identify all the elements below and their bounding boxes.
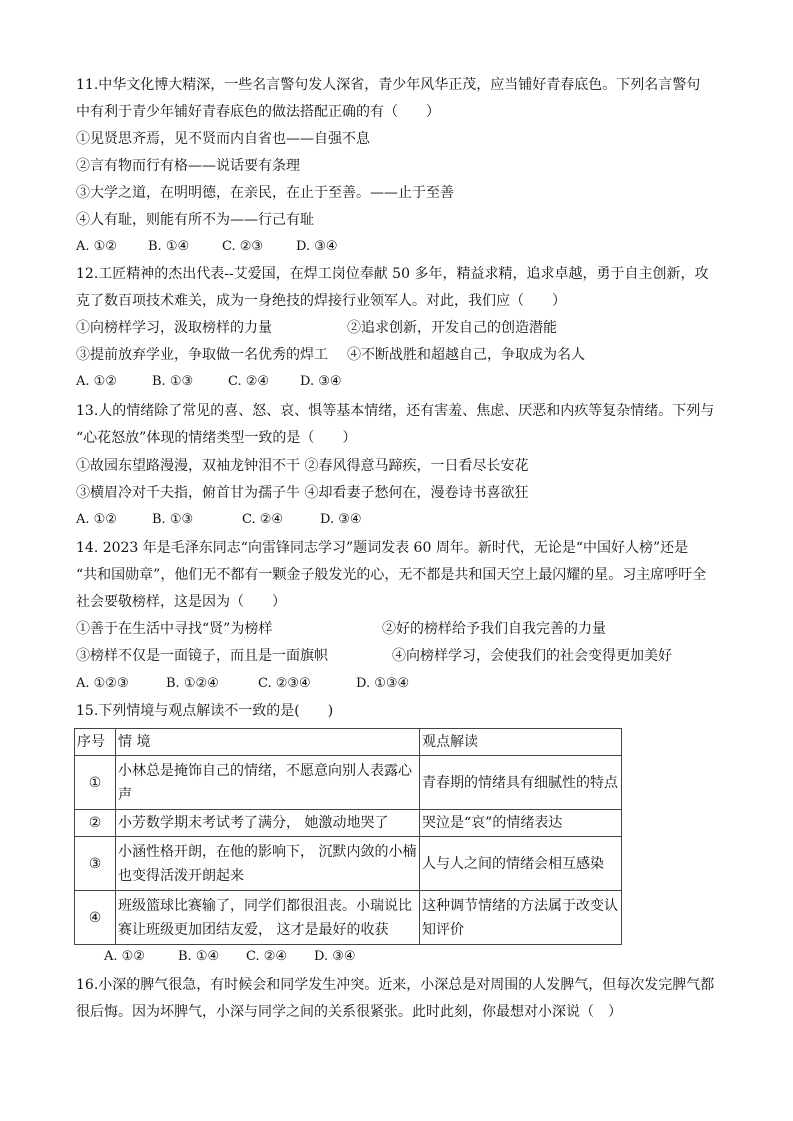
q13-item-3: ③横眉冷对千夫指，俯首甘为孺子牛: [76, 485, 300, 501]
q12-stem-line2: 克了数百项技术难关，成为一身绝技的焊接行业领军人。对此，我们应（ ）: [76, 293, 566, 309]
q14-option-b[interactable]: B. ①②④: [166, 676, 219, 691]
row-number: ①: [75, 756, 116, 810]
row-scene-line: 声: [118, 786, 132, 803]
q14-option-a[interactable]: A. ①②③: [76, 676, 129, 691]
header-view: 观点解读: [420, 729, 622, 756]
row-number: ③: [75, 837, 116, 891]
q13-items-row2: [76, 484, 528, 502]
q14-stem-line1: 14. 2023 年是毛泽东同志“向雷锋同志学习”题词发表 60 周年。新时代，无论是“中国好人榜”还是: [76, 540, 689, 556]
q13-option-c[interactable]: C. ②④: [242, 512, 284, 527]
row-scene-line: 赛让班级更加团结友爱， 这才是最好的收获: [118, 921, 389, 938]
q15-options: [104, 948, 356, 966]
q14-options: [76, 675, 409, 693]
q12-option-d[interactable]: D. ③④: [300, 374, 342, 389]
q14-stem-line3: 社会要敬榜样，这是因为（ ）: [76, 594, 286, 610]
q11-stem-line2: 中有利于青少年铺好青春底色的做法搭配正确的有（ ）: [76, 104, 440, 120]
row-scene: 小芳数学期末考试考了满分， 她激动地哭了: [116, 810, 420, 837]
q12-item-4: ④不断战胜和超越自己，争取成为名人: [347, 347, 585, 363]
q11-options: [76, 238, 338, 256]
table-row: [75, 837, 622, 891]
row-number: ②: [75, 810, 116, 837]
q12-option-c[interactable]: C. ②④: [228, 374, 270, 389]
q14-items-row1: [76, 620, 606, 638]
q12-item-1: ①向榜样学习，汲取榜样的力量: [76, 320, 272, 336]
q12-stem-line1: 12.工匠精神的杰出代表--艾爱国，在焊工岗位奉献 50 多年，精益求精，追求卓越，勇于自主创新，攻: [76, 266, 709, 282]
q11-option-a[interactable]: A. ①②: [76, 239, 117, 254]
table-row: [75, 756, 622, 810]
q12-items-row2: [76, 346, 585, 364]
q13-item-1: ①故园东望路漫漫，双袖龙钟泪不干: [76, 458, 300, 474]
q15-option-a[interactable]: A. ①②: [104, 949, 145, 964]
q14-option-d[interactable]: D. ①③④: [356, 676, 410, 691]
q12-option-b[interactable]: B. ①③: [152, 374, 194, 389]
q13-option-d[interactable]: D. ③④: [320, 512, 362, 527]
q11-option-c[interactable]: C. ②③: [222, 239, 264, 254]
row-scene-line: 小林总是掩饰自己的情绪，不愿意向别人表露心: [118, 762, 412, 779]
q15-stem: 15.下列情境与观点解读不一致的是( ): [76, 703, 334, 719]
table-row: [75, 810, 622, 837]
q12-options: [76, 373, 342, 391]
row-view-line: 知评价: [422, 921, 464, 938]
row-scene: [116, 837, 420, 891]
q11-item-3: ③大学之道，在明明德，在亲民，在止于至善。——止于至善: [76, 185, 454, 201]
table-row: [75, 891, 622, 945]
q11-stem-line1: 11.中华文化博大精深，一些名言警句发人深省，青少年风华正茂，应当铺好青春底色。下列名言警句: [76, 77, 701, 93]
header-scene: 情 境: [116, 729, 420, 756]
q15-option-d[interactable]: D. ③④: [314, 949, 356, 964]
row-scene-line: 班级篮球比赛输了，同学们都很沮丧。小瑞说比: [118, 897, 412, 914]
q16-stem-line1: 16.小深的脾气很急，有时候会和同学发生冲突。近来，小深总是对周围的人发脾气，但每次发完脾气都: [76, 977, 715, 993]
header-number: 序号: [75, 729, 116, 756]
row-scene-line: 小涵性格开朗，在他的影响下， 沉默内敛的小楠: [118, 843, 417, 860]
q13-items-row1: [76, 457, 528, 475]
q14-option-c[interactable]: C. ②③④: [258, 676, 311, 691]
q15-table: [74, 728, 622, 945]
q11-item-4: ④人有耻，则能有所不为——行己有耻: [76, 212, 314, 228]
q11-item-1: ①见贤思齐焉，见不贤而内自省也——自强不息: [76, 131, 370, 147]
q13-item-4: ④却看妻子愁何在，漫卷诗书喜欲狂: [304, 485, 529, 501]
q12-items-row1: [76, 319, 557, 337]
row-view: [420, 891, 622, 945]
row-view: 人与人之间的情绪会相互感染: [420, 837, 622, 891]
q11-option-d[interactable]: D. ③④: [296, 239, 338, 254]
q11-option-b[interactable]: B. ①④: [148, 239, 190, 254]
q13-stem-line1: 13.人的情绪除了常见的喜、怒、哀、惧等基本情绪，还有害羞、焦虑、厌恶和内疚等复杂情绪。下列与: [76, 403, 715, 419]
row-view: 青春期的情绪具有细腻性的特点: [420, 756, 622, 810]
row-number: ④: [75, 891, 116, 945]
row-view-line: 这种调节情绪的方法属于改变认: [422, 897, 618, 914]
row-scene: [116, 891, 420, 945]
q15-option-b[interactable]: B. ①④: [178, 949, 220, 964]
q15-option-c[interactable]: C. ②④: [246, 949, 288, 964]
q14-item-4: ④向榜样学习，会使我们的社会变得更加美好: [392, 648, 672, 664]
q13-options: [76, 511, 362, 529]
q14-item-3: ③榜样不仅是一面镜子，而且是一面旗帜: [76, 648, 328, 664]
row-view: 哭泣是“哀”的情绪表达: [420, 810, 622, 837]
row-scene-line: 也变得活泼开朗起来: [118, 867, 244, 884]
q14-stem-line2: “共和国勋章”，他们无不都有一颗金子般发光的心，无不都是共和国天空上最闪耀的星。习主席呼吁全: [76, 567, 707, 583]
q14-item-2: ②好的榜样给予我们自我完善的力量: [382, 621, 606, 637]
q13-item-2: ②春风得意马蹄疾，一日看尽长安花: [304, 458, 529, 474]
q14-item-1: ①善于在生活中寻找“贤”为榜样: [76, 621, 273, 637]
q13-option-a[interactable]: A. ①②: [76, 512, 117, 527]
q12-item-3: ③提前放弃学业，争取做一名优秀的焊工: [76, 347, 328, 363]
table-header-row: [75, 729, 622, 756]
q13-option-b[interactable]: B. ①③: [152, 512, 194, 527]
q11-item-2: ②言有物而行有格——说话要有条理: [76, 158, 300, 174]
q16-stem-line2: 很后悔。因为坏脾气，小深与同学之间的关系很紧张。此时此刻，你最想对小深说（ ）: [76, 1004, 622, 1020]
q12-option-a[interactable]: A. ①②: [76, 374, 117, 389]
q13-stem-line2: “心花怒放”体现的情绪类型一致的是（ ）: [76, 430, 357, 446]
row-scene: [116, 756, 420, 810]
q14-items-row2: [76, 647, 672, 665]
q12-item-2: ②追求创新，开发自己的创造潜能: [347, 320, 557, 336]
